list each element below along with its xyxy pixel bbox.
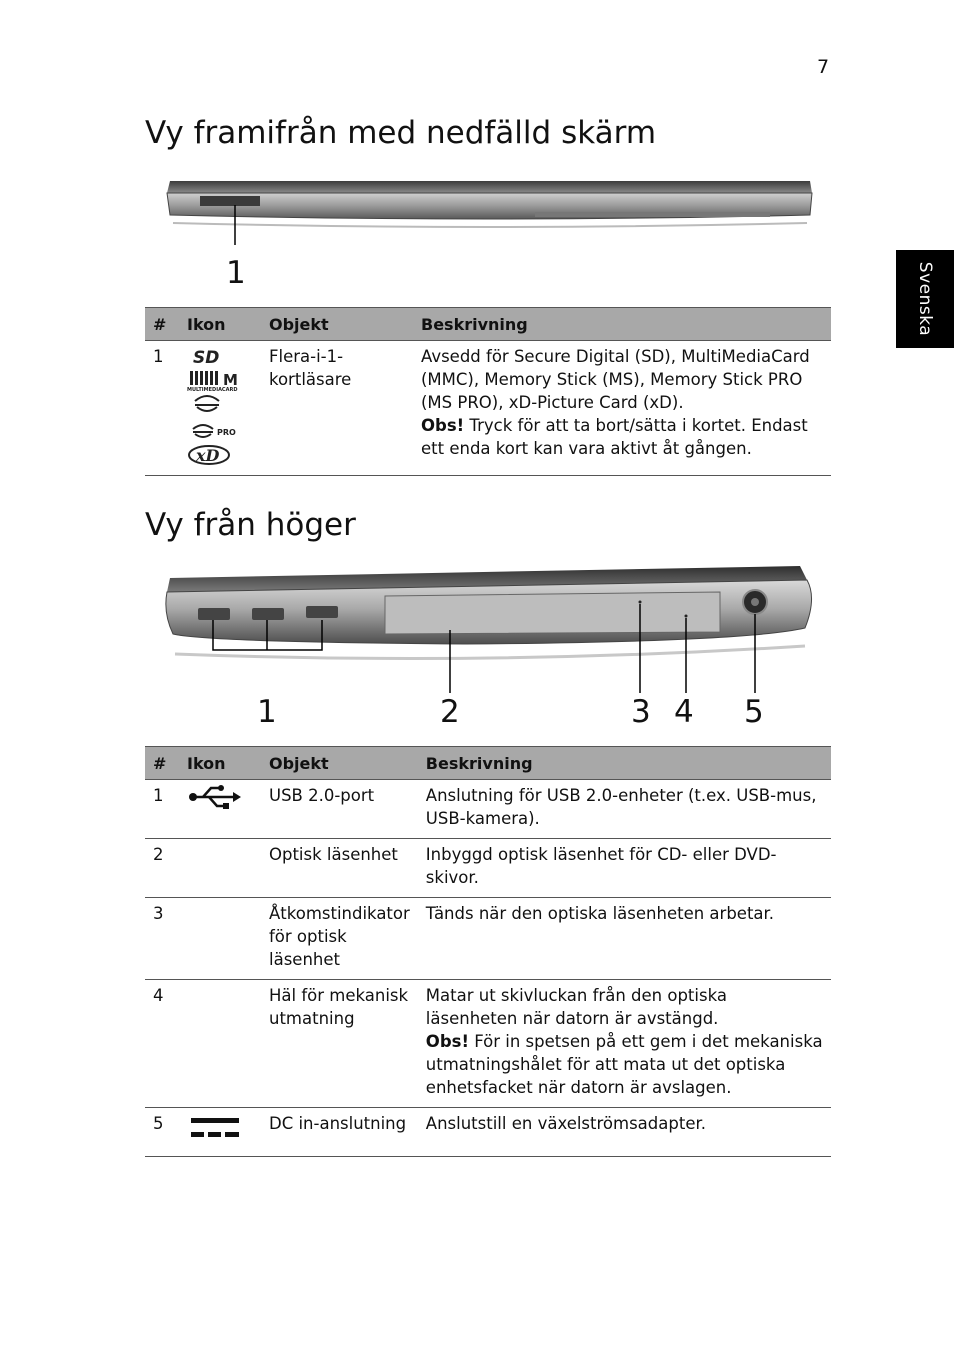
note-label: Obs! bbox=[425, 1032, 469, 1051]
row-object: Optisk läsenhet bbox=[261, 839, 418, 898]
row-icon bbox=[179, 780, 261, 839]
table-row bbox=[145, 341, 831, 476]
callout-right-4: 4 bbox=[674, 694, 694, 730]
header-description: Beskrivning bbox=[418, 747, 831, 780]
table-row bbox=[145, 839, 831, 898]
language-tab bbox=[896, 250, 954, 348]
table-row bbox=[145, 780, 831, 839]
card-reader-icons bbox=[179, 341, 261, 476]
header-number: # bbox=[145, 747, 179, 780]
memory-stick-pro-label: PRO bbox=[217, 428, 236, 437]
header-object: Objekt bbox=[261, 747, 418, 780]
row-object: Häl för mekanisk utmatning bbox=[261, 980, 418, 1108]
row-object: USB 2.0-port bbox=[261, 780, 418, 839]
row-icon bbox=[179, 980, 261, 1108]
svg-text:SD: SD bbox=[193, 348, 220, 368]
header-number: # bbox=[145, 308, 179, 341]
row-number: 4 bbox=[145, 980, 179, 1108]
row-description: Anslutning för USB 2.0-enheter (t.ex. USB-mus, USB-kamera). bbox=[418, 780, 831, 839]
table-row bbox=[145, 1108, 831, 1157]
row-object: DC in-anslutning bbox=[261, 1108, 418, 1157]
row-object: Flera-i-1-kortläsare bbox=[261, 341, 413, 476]
description-text: Matar ut skivluckan från den optiska läsenheten när datorn är avstängd. bbox=[425, 986, 727, 1028]
svg-text:xD: xD bbox=[196, 446, 220, 465]
header-object: Objekt bbox=[261, 308, 413, 341]
row-description: Inbyggd optisk läsenhet för CD- eller DVD-skivor. bbox=[418, 839, 831, 898]
row-number: 1 bbox=[145, 780, 179, 839]
note-label: Obs! bbox=[421, 416, 465, 435]
svg-text:M: M bbox=[223, 371, 238, 389]
language-tab-label: Svenska bbox=[915, 261, 935, 337]
row-description bbox=[418, 980, 831, 1108]
laptop-front-view-image bbox=[145, 175, 825, 250]
right-view-table bbox=[145, 746, 831, 1157]
note-text: För in spetsen på ett gem i det mekaniska utmatningshålet för att mata ut det optiska enhetsfacket när datorn är avslagen. bbox=[425, 1032, 823, 1097]
table-header-row bbox=[145, 308, 831, 341]
front-view-table bbox=[145, 307, 831, 476]
header-icon: Ikon bbox=[179, 308, 261, 341]
row-icon bbox=[179, 898, 261, 980]
row-icon bbox=[179, 839, 261, 898]
row-description: Anslutstill en växelströmsadapter. bbox=[418, 1108, 831, 1157]
dc-power-icon bbox=[187, 1112, 243, 1142]
header-icon: Ikon bbox=[179, 747, 261, 780]
note-text: Tryck för att ta bort/sätta i kortet. Endast ett enda kort kan vara aktivt åt gången. bbox=[421, 416, 808, 458]
row-number: 5 bbox=[145, 1108, 179, 1157]
row-number: 1 bbox=[145, 341, 179, 476]
callout-right-5: 5 bbox=[744, 694, 764, 730]
laptop-right-view-image bbox=[145, 558, 825, 693]
page-number: 7 bbox=[817, 56, 830, 78]
table-header-row bbox=[145, 747, 831, 780]
row-number: 2 bbox=[145, 839, 179, 898]
row-object: Åtkomstindikator för optisk läsenhet bbox=[261, 898, 418, 980]
header-description: Beskrivning bbox=[413, 308, 831, 341]
multimediacard-label: MULTIMEDIACARD bbox=[187, 387, 238, 393]
callout-front-1: 1 bbox=[226, 255, 246, 291]
callout-right-3: 3 bbox=[631, 694, 651, 730]
row-description bbox=[413, 341, 831, 476]
memory-card-logos-icon bbox=[187, 347, 239, 467]
description-text: Avsedd för Secure Digital (SD), MultiMediaCard (MMC), Memory Stick (MS), Memory Stick PRO (MS PRO), xD-Picture Card (xD). bbox=[421, 347, 810, 412]
row-icon bbox=[179, 1108, 261, 1157]
section-title-right: Vy från höger bbox=[145, 507, 356, 543]
section-title-front: Vy framifrån med nedfälld skärm bbox=[145, 115, 657, 151]
table-row bbox=[145, 898, 831, 980]
row-description: Tänds när den optiska läsenheten arbetar. bbox=[418, 898, 831, 980]
callout-right-2: 2 bbox=[440, 694, 460, 730]
usb-icon bbox=[187, 784, 243, 810]
row-number: 3 bbox=[145, 898, 179, 980]
table-row bbox=[145, 980, 831, 1108]
callout-right-1: 1 bbox=[257, 694, 277, 730]
